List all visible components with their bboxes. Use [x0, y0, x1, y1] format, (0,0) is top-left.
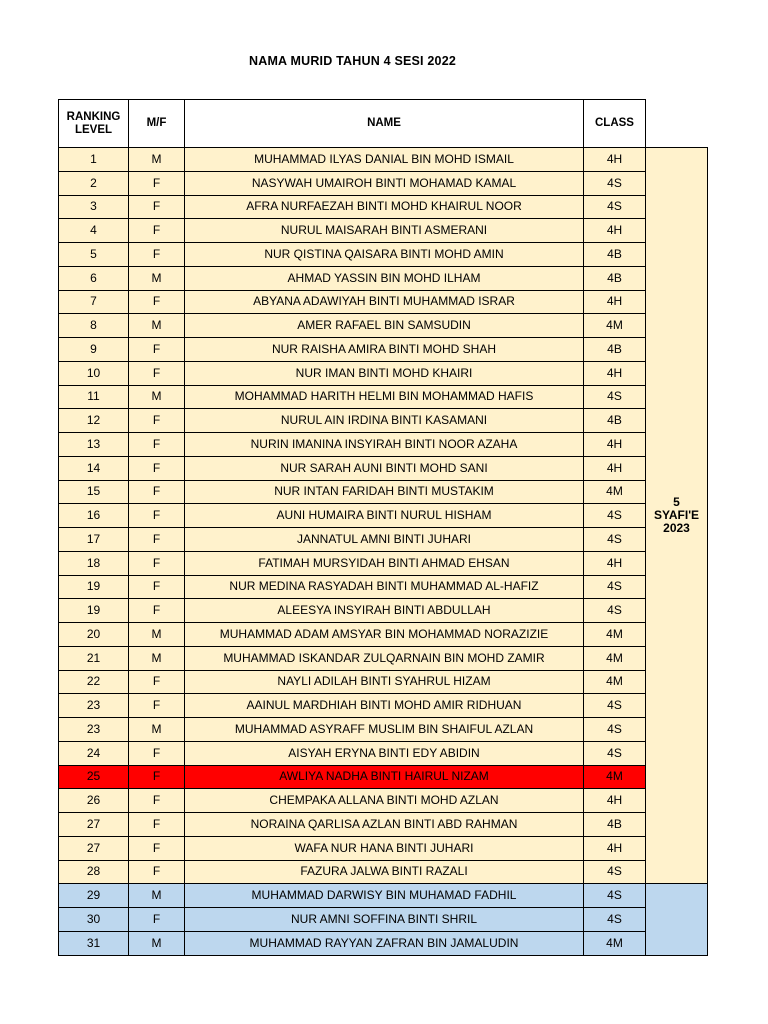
- name-cell: MUHAMMAD RAYYAN ZAFRAN BIN JAMALUDIN: [185, 931, 584, 955]
- gender-cell: F: [129, 670, 185, 694]
- table-row: [59, 741, 708, 765]
- name-cell: FATIMAH MURSYIDAH BINTI AHMAD EHSAN: [185, 551, 584, 575]
- class-cell: 4H: [584, 290, 646, 314]
- gender-cell: M: [129, 385, 185, 409]
- table-row: [59, 670, 708, 694]
- table-row-highlighted: [59, 765, 708, 789]
- rank-cell: 5: [59, 243, 129, 267]
- name-cell: NUR INTAN FARIDAH BINTI MUSTAKIM: [185, 480, 584, 504]
- gender-cell: F: [129, 338, 185, 362]
- table-row: [59, 433, 708, 457]
- group-label-cell: [646, 148, 708, 884]
- name-cell: AMER RAFAEL BIN SAMSUDIN: [185, 314, 584, 338]
- class-cell: 4S: [584, 599, 646, 623]
- name-cell: AFRA NURFAEZAH BINTI MOHD KHAIRUL NOOR: [185, 195, 584, 219]
- rank-cell: 30: [59, 908, 129, 932]
- class-cell: 4H: [584, 836, 646, 860]
- gender-cell: M: [129, 718, 185, 742]
- rank-cell: 25: [59, 765, 129, 789]
- table-row: [59, 243, 708, 267]
- rank-cell: 23: [59, 718, 129, 742]
- group-label-line: SYAFI'E: [653, 508, 700, 523]
- table-row: [59, 599, 708, 623]
- table-body: [59, 148, 708, 956]
- class-cell: 4S: [584, 385, 646, 409]
- name-cell: NUR RAISHA AMIRA BINTI MOHD SHAH: [185, 338, 584, 362]
- name-cell: MUHAMMAD ADAM AMSYAR BIN MOHAMMAD NORAZIZIE: [185, 623, 584, 647]
- gender-cell: F: [129, 765, 185, 789]
- rank-cell: 26: [59, 789, 129, 813]
- class-cell: 4B: [584, 266, 646, 290]
- name-cell: CHEMPAKA ALLANA BINTI MOHD AZLAN: [185, 789, 584, 813]
- class-cell: 4B: [584, 338, 646, 362]
- table-row: [59, 361, 708, 385]
- gender-cell: F: [129, 219, 185, 243]
- name-cell: MUHAMMAD ISKANDAR ZULQARNAIN BIN MOHD ZAMIR: [185, 646, 584, 670]
- gender-cell: F: [129, 599, 185, 623]
- header-level-line: LEVEL: [74, 123, 113, 136]
- header-ranking-level: [59, 100, 129, 148]
- class-cell: 4M: [584, 931, 646, 955]
- table-row: [59, 456, 708, 480]
- rank-cell: 12: [59, 409, 129, 433]
- class-cell: 4S: [584, 195, 646, 219]
- name-cell: ABYANA ADAWIYAH BINTI MUHAMMAD ISRAR: [185, 290, 584, 314]
- class-cell: 4S: [584, 741, 646, 765]
- name-cell: NUR QISTINA QAISARA BINTI MOHD AMIN: [185, 243, 584, 267]
- table-row: [59, 385, 708, 409]
- gender-cell: F: [129, 480, 185, 504]
- class-cell: 4M: [584, 480, 646, 504]
- name-cell: NUR MEDINA RASYADAH BINTI MUHAMMAD AL-HAFIZ: [185, 575, 584, 599]
- class-cell: 4H: [584, 789, 646, 813]
- rank-cell: 3: [59, 195, 129, 219]
- name-cell: JANNATUL AMNI BINTI JUHARI: [185, 528, 584, 552]
- class-cell: 4B: [584, 813, 646, 837]
- rank-cell: 10: [59, 361, 129, 385]
- gender-cell: F: [129, 528, 185, 552]
- class-cell: 4B: [584, 243, 646, 267]
- gender-cell: F: [129, 433, 185, 457]
- gender-cell: M: [129, 646, 185, 670]
- gender-cell: F: [129, 836, 185, 860]
- class-cell: 4S: [584, 860, 646, 884]
- gender-cell: F: [129, 694, 185, 718]
- rank-cell: 14: [59, 456, 129, 480]
- rank-cell: 23: [59, 694, 129, 718]
- name-cell: ALEESYA INSYIRAH BINTI ABDULLAH: [185, 599, 584, 623]
- student-ranking-table: [58, 99, 708, 956]
- class-cell: 4S: [584, 171, 646, 195]
- class-cell: 4M: [584, 646, 646, 670]
- name-cell: NAYLI ADILAH BINTI SYAHRUL HIZAM: [185, 670, 584, 694]
- table-row: [59, 528, 708, 552]
- gender-cell: F: [129, 409, 185, 433]
- class-cell: 4S: [584, 718, 646, 742]
- gender-cell: M: [129, 623, 185, 647]
- gender-cell: F: [129, 504, 185, 528]
- table-row: [59, 789, 708, 813]
- table-row: [59, 504, 708, 528]
- rank-cell: 24: [59, 741, 129, 765]
- name-cell: NUR IMAN BINTI MOHD KHAIRI: [185, 361, 584, 385]
- name-cell: MUHAMMAD ILYAS DANIAL BIN MOHD ISMAIL: [185, 148, 584, 172]
- class-cell: 4M: [584, 623, 646, 647]
- rank-cell: 13: [59, 433, 129, 457]
- table-row: [59, 908, 708, 932]
- rank-cell: 15: [59, 480, 129, 504]
- gender-cell: M: [129, 314, 185, 338]
- table-row: [59, 836, 708, 860]
- name-cell: NUR AMNI SOFFINA BINTI SHRIL: [185, 908, 584, 932]
- gender-cell: M: [129, 266, 185, 290]
- gender-cell: F: [129, 575, 185, 599]
- rank-cell: 2: [59, 171, 129, 195]
- table-header-row: [59, 100, 708, 148]
- class-cell: 4H: [584, 219, 646, 243]
- rank-cell: 18: [59, 551, 129, 575]
- gender-cell: F: [129, 813, 185, 837]
- rank-cell: 19: [59, 599, 129, 623]
- group-label-line: 5: [673, 495, 680, 510]
- group-blank-cell: [646, 884, 708, 955]
- table-row: [59, 860, 708, 884]
- name-cell: NASYWAH UMAIROH BINTI MOHAMAD KAMAL: [185, 171, 584, 195]
- rank-cell: 22: [59, 670, 129, 694]
- name-cell: AUNI HUMAIRA BINTI NURUL HISHAM: [185, 504, 584, 528]
- name-cell: MUHAMMAD ASYRAFF MUSLIM BIN SHAIFUL AZLAN: [185, 718, 584, 742]
- table-row: [59, 884, 708, 908]
- table-row: [59, 266, 708, 290]
- class-cell: 4M: [584, 670, 646, 694]
- gender-cell: F: [129, 789, 185, 813]
- rank-cell: 20: [59, 623, 129, 647]
- class-cell: 4H: [584, 361, 646, 385]
- header-blank: [646, 100, 708, 148]
- name-cell: WAFA NUR HANA BINTI JUHARI: [185, 836, 584, 860]
- name-cell: NURUL MAISARAH BINTI ASMERANI: [185, 219, 584, 243]
- name-cell: AISYAH ERYNA BINTI EDY ABIDIN: [185, 741, 584, 765]
- class-cell: 4H: [584, 456, 646, 480]
- rank-cell: 27: [59, 836, 129, 860]
- class-cell: 4M: [584, 314, 646, 338]
- rank-cell: 4: [59, 219, 129, 243]
- rank-cell: 19: [59, 575, 129, 599]
- name-cell: MOHAMMAD HARITH HELMI BIN MOHAMMAD HAFIS: [185, 385, 584, 409]
- table-row: [59, 148, 708, 172]
- table-row: [59, 338, 708, 362]
- table-row: [59, 219, 708, 243]
- class-cell: 4S: [584, 528, 646, 552]
- gender-cell: F: [129, 908, 185, 932]
- rank-cell: 31: [59, 931, 129, 955]
- table-row: [59, 195, 708, 219]
- gender-cell: M: [129, 884, 185, 908]
- group-label-line: 2023: [663, 521, 690, 536]
- class-cell: 4H: [584, 551, 646, 575]
- rank-cell: 27: [59, 813, 129, 837]
- table-row: [59, 646, 708, 670]
- gender-cell: M: [129, 931, 185, 955]
- gender-cell: F: [129, 741, 185, 765]
- table-row: [59, 314, 708, 338]
- rank-cell: 21: [59, 646, 129, 670]
- class-cell: 4M: [584, 765, 646, 789]
- class-cell: 4S: [584, 694, 646, 718]
- name-cell: AHMAD YASSIN BIN MOHD ILHAM: [185, 266, 584, 290]
- rank-cell: 29: [59, 884, 129, 908]
- class-cell: 4S: [584, 504, 646, 528]
- table-row: [59, 409, 708, 433]
- table-row: [59, 694, 708, 718]
- header-ranking-line: RANKING: [66, 110, 121, 123]
- table-row: [59, 718, 708, 742]
- rank-cell: 17: [59, 528, 129, 552]
- name-cell: NURUL AIN IRDINA BINTI KASAMANI: [185, 409, 584, 433]
- gender-cell: F: [129, 290, 185, 314]
- name-cell: NORAINA QARLISA AZLAN BINTI ABD RAHMAN: [185, 813, 584, 837]
- header-gender: M/F: [129, 100, 185, 148]
- rank-cell: 16: [59, 504, 129, 528]
- name-cell: AWLIYA NADHA BINTI HAIRUL NIZAM: [185, 765, 584, 789]
- class-cell: 4S: [584, 884, 646, 908]
- gender-cell: F: [129, 171, 185, 195]
- gender-cell: F: [129, 243, 185, 267]
- rank-cell: 11: [59, 385, 129, 409]
- gender-cell: M: [129, 148, 185, 172]
- rank-cell: 7: [59, 290, 129, 314]
- class-cell: 4S: [584, 575, 646, 599]
- header-class: CLASS: [584, 100, 646, 148]
- table-row: [59, 290, 708, 314]
- gender-cell: F: [129, 361, 185, 385]
- rank-cell: 1: [59, 148, 129, 172]
- name-cell: AAINUL MARDHIAH BINTI MOHD AMIR RIDHUAN: [185, 694, 584, 718]
- rank-cell: 9: [59, 338, 129, 362]
- name-cell: MUHAMMAD DARWISY BIN MUHAMAD FADHIL: [185, 884, 584, 908]
- rank-cell: 28: [59, 860, 129, 884]
- header-name: NAME: [185, 100, 584, 148]
- class-cell: 4B: [584, 409, 646, 433]
- name-cell: NURIN IMANINA INSYIRAH BINTI NOOR AZAHA: [185, 433, 584, 457]
- class-cell: 4H: [584, 148, 646, 172]
- gender-cell: F: [129, 551, 185, 575]
- table-row: [59, 575, 708, 599]
- table-row: [59, 480, 708, 504]
- name-cell: NUR SARAH AUNI BINTI MOHD SANI: [185, 456, 584, 480]
- rank-cell: 8: [59, 314, 129, 338]
- rank-cell: 6: [59, 266, 129, 290]
- gender-cell: F: [129, 456, 185, 480]
- table-row: [59, 813, 708, 837]
- class-cell: 4H: [584, 433, 646, 457]
- class-cell: 4S: [584, 908, 646, 932]
- table-row: [59, 623, 708, 647]
- table-row: [59, 171, 708, 195]
- name-cell: FAZURA JALWA BINTI RAZALI: [185, 860, 584, 884]
- table-row: [59, 931, 708, 955]
- document-title: NAMA MURID TAHUN 4 SESI 2022: [248, 54, 457, 68]
- table-row: [59, 551, 708, 575]
- gender-cell: F: [129, 860, 185, 884]
- gender-cell: F: [129, 195, 185, 219]
